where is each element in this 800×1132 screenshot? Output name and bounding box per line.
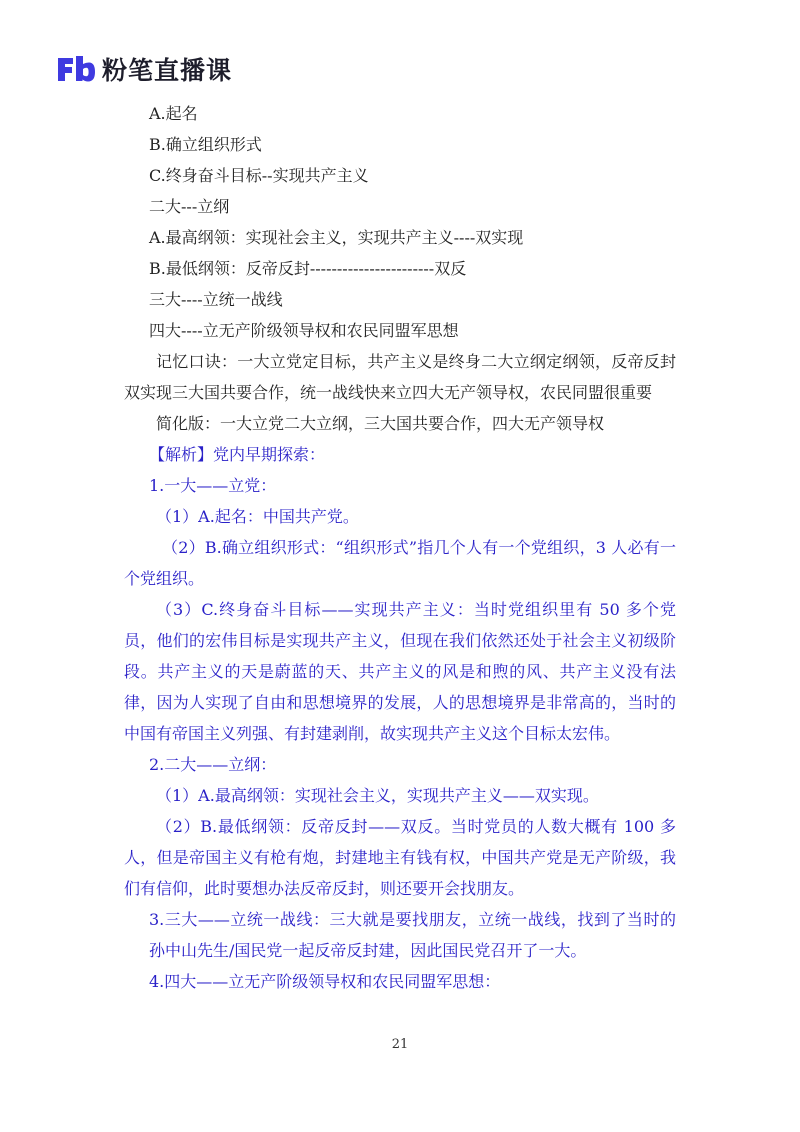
section-2-item-b: （2）B.最低纲领：反帝反封——双反。当时党员的人数大概有 100 多人，但是帝国主义有枪有炮，封建地主有钱有权，中国共产党是无产阶级，我们有信仰，此时要想办法反帝反封，则还要开会找朋友。 — [124, 817, 676, 898]
max-program: A.最高纲领：实现社会主义，实现共产主义----双实现 — [149, 228, 524, 247]
document-body — [124, 98, 676, 997]
min-program: B.最低纲领：反帝反封-----------------------双反 — [149, 259, 467, 278]
brand-name: 粉笔直播课 — [102, 56, 233, 85]
section-1-title: 1.一大——立党： — [149, 476, 277, 495]
simplified-paragraph: 简化版：一大立党二大立纲，三大国共要合作，四大无产领导权 — [156, 414, 605, 433]
option-c-goal: C.终身奋斗目标--实现共产主义 — [149, 166, 369, 185]
third-congress-heading: 三大----立统一战线 — [149, 290, 283, 309]
page-number: 21 — [391, 1037, 409, 1052]
section-2-item-a: （1）A.最高纲领：实现社会主义，实现共产主义——双实现。 — [156, 786, 599, 805]
section-1-item-c: （3）C.终身奋斗目标——实现共产主义：当时党组织里有 50 多个党员，他们的宏伟目标是实现共产主义，但现在我们依然还处于社会主义初级阶段。共产主义的天是蔚蓝的天、共产主义的风是和煦的风、共产主义没有法律，因为人实现了自由和思想境界的发展，人的思想境界是非常高的，当时的中国有帝国主义列强、有封建剥削，故实现共产主义这个目标太宏伟。 — [124, 600, 676, 743]
section-1-item-a: （1）A.起名：中国共产党。 — [156, 507, 359, 526]
fb-logo-icon — [56, 54, 96, 84]
second-congress-heading: 二大---立纲 — [149, 197, 230, 216]
option-b-org-form: B.确立组织形式 — [149, 135, 262, 154]
option-a-name: A.起名 — [149, 104, 198, 123]
section-4-title: 4.四大——立无产阶级领导权和农民同盟军思想： — [149, 972, 501, 991]
fourth-congress-heading: 四大----立无产阶级领导权和农民同盟军思想 — [149, 321, 459, 340]
brand-logo — [56, 52, 232, 86]
section-2-title: 2.二大——立纲： — [149, 755, 277, 774]
mnemonic-paragraph: 记忆口诀：一大立党定目标，共产主义是终身二大立纲定纲领，反帝反封双实现三大国共要合作，统一战线快来立四大无产领导权，农民同盟很重要 — [124, 352, 676, 402]
analysis-heading: 【解析】党内早期探索： — [149, 445, 326, 464]
section-3-paragraph: 3.三大——立统一战线：三大就是要找朋友，立统一战线，找到了当时的孙中山先生/国民党一起反帝反封建，因此国民党召开了一大。 — [149, 910, 676, 960]
section-1-item-b: （2）B.确立组织形式：“组织形式”指几个人有一个党组织，3 人必有一个党组织。 — [124, 538, 676, 588]
